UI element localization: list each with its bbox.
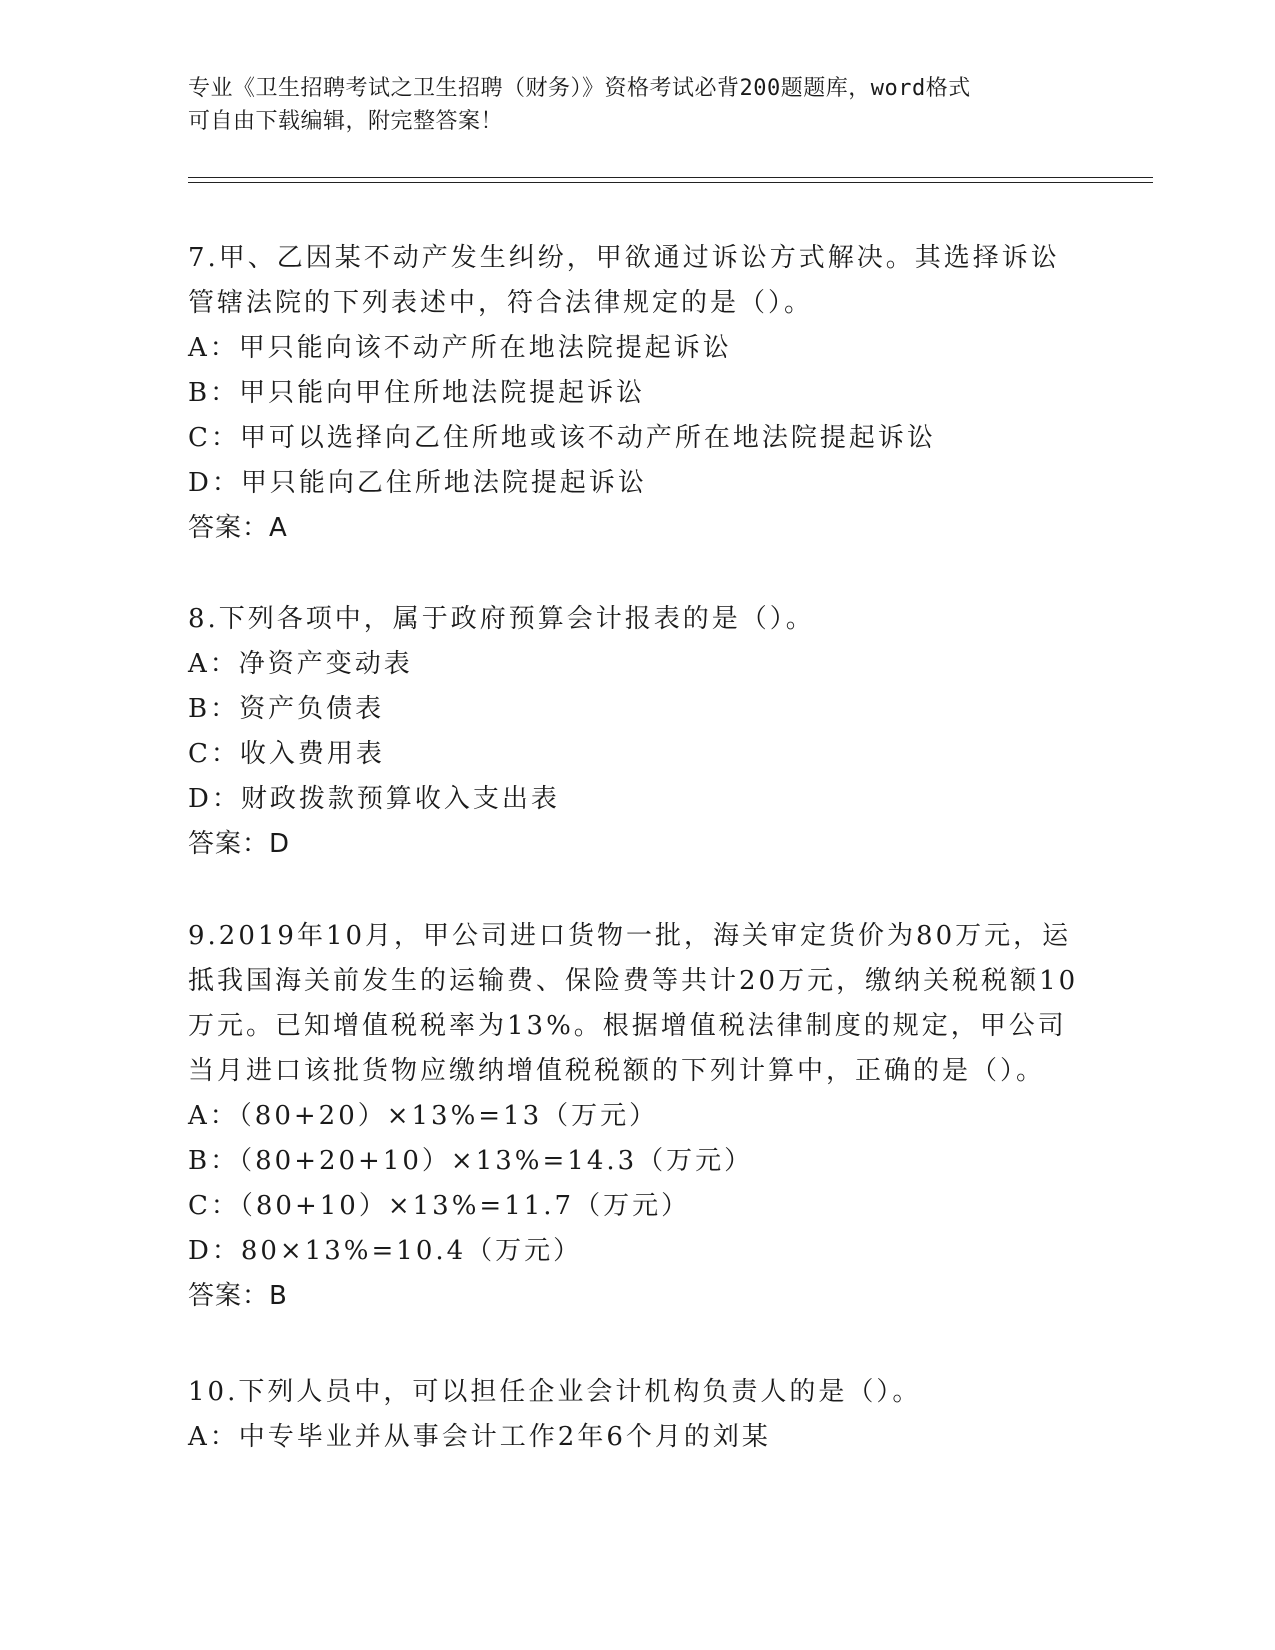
question-8 [188,597,1088,867]
question-stem-line: 万元。已知增值税税率为13%。根据增值税法律制度的规定，甲公司 [188,1011,1067,1041]
option-b: B：甲只能向甲住所地法院提起诉讼 [188,378,646,408]
answer-line: 答案：D [188,829,291,859]
option-b: B：（80+20+10）×13%=14.3（万元） [188,1146,754,1176]
option-d: D：甲只能向乙住所地法院提起诉讼 [188,468,647,498]
option-c: C：（80+10）×13%=11.7（万元） [188,1191,691,1221]
header-line-1: 专业《卫生招聘考试之卫生招聘（财务）》资格考试必背200题题库，word格式 [188,76,971,101]
header-line-2: 可自由下载编辑，附完整答案！ [188,109,504,134]
question-7 [188,236,1088,551]
option-a: A：甲只能向该不动产所在地法院提起诉讼 [188,333,732,363]
option-c: C：收入费用表 [188,739,385,769]
question-stem-line: 10.下列人员中，可以担任企业会计机构负责人的是（）。 [188,1377,922,1407]
header-divider-bottom [188,182,1153,183]
question-stem-line: 8.下列各项中，属于政府预算会计报表的是（）。 [188,604,815,634]
question-stem-line: 9.2019年10月，甲公司进口货物一批，海关审定货价为80万元，运 [188,921,1072,951]
option-a: A：中专毕业并从事会计工作2年6个月的刘某 [188,1422,771,1452]
question-stem-line: 当月进口该批货物应缴纳增值税税额的下列计算中，正确的是（）。 [188,1056,1046,1086]
answer-line: 答案：B [188,1281,288,1311]
option-d: D：80×13%=10.4（万元） [188,1236,583,1266]
option-d: D：财政拨款预算收入支出表 [188,784,560,814]
question-10 [188,1370,1088,1460]
document-header [188,72,1088,138]
header-divider-top [188,177,1153,178]
question-stem-line: 管辖法院的下列表述中，符合法律规定的是（）。 [188,288,814,318]
question-stem-line: 抵我国海关前发生的运输费、保险费等共计20万元，缴纳关税税额10 [188,966,1079,996]
option-c: C：甲可以选择向乙住所地或该不动产所在地法院提起诉讼 [188,423,936,453]
option-a: A：（80+20）×13%=13（万元） [188,1101,659,1131]
option-a: A：净资产变动表 [188,649,413,679]
option-b: B：资产负债表 [188,694,385,724]
question-9 [188,914,1088,1319]
question-stem-line: 7.甲、乙因某不动产发生纠纷，甲欲通过诉讼方式解决。其选择诉讼 [188,243,1060,273]
answer-line: 答案：A [188,513,288,543]
